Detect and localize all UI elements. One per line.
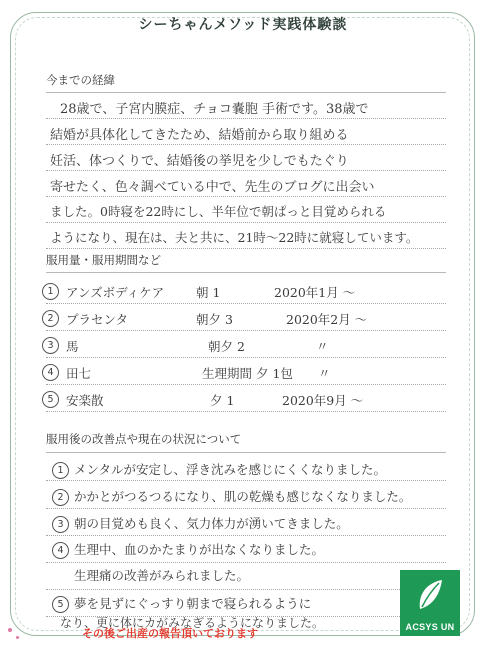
row-number: 1	[42, 283, 59, 300]
section-divider	[46, 452, 446, 453]
row-number: 5	[42, 391, 59, 408]
supplement-name: 安楽散	[66, 393, 104, 408]
dosage-heading: 服用量・服用期間など	[46, 253, 161, 267]
section-divider	[46, 92, 446, 93]
item-number: 3	[52, 516, 69, 533]
ruled-line	[46, 357, 446, 358]
supplement-name: プラセンタ	[66, 312, 129, 327]
decoration-dot	[16, 636, 19, 639]
supplement-period: 2020年9月 〜	[282, 393, 364, 408]
history-line: 結婚が具体化してきたため、結婚前から取り組める	[50, 128, 349, 143]
section-divider	[46, 272, 446, 273]
item-number: 4	[52, 542, 69, 559]
supplement-name: 馬	[66, 339, 79, 354]
item-number: 5	[52, 596, 69, 613]
logo-text: ACSYS UN	[405, 622, 455, 632]
improvement-line: 生理中、血のかたまりが出なくなりました。	[74, 542, 325, 557]
decoration-dot	[8, 628, 12, 632]
supplement-period: 〃	[316, 339, 329, 354]
ruled-line	[46, 144, 446, 145]
ruled-line	[46, 196, 446, 197]
history-line: 妊活、体つくりで、結婚後の挙児を少しでもたぐり	[50, 154, 349, 169]
supplement-period: 2020年2月 〜	[286, 312, 368, 327]
item-number: 1	[52, 462, 69, 479]
ruled-line	[46, 384, 446, 385]
improvement-line: かかとがつるつるになり、肌の乾燥も感じなくなりました。	[74, 489, 412, 504]
document-title: シーちゃんメソッド実践体験談	[138, 17, 348, 33]
supplement-period: 〃	[318, 366, 331, 381]
row-number: 2	[42, 310, 59, 327]
supplement-amount: 生理期間 夕 1包	[202, 366, 293, 381]
supplement-amount: 朝夕 2	[208, 339, 245, 354]
improvements-heading: 服用後の改善点や現在の状況について	[46, 432, 242, 446]
leaf-icon	[414, 577, 446, 613]
brand-logo	[400, 570, 460, 636]
supplement-name: アンズボディケア	[66, 285, 165, 300]
supplement-amount: 夕 1	[210, 393, 235, 408]
ruled-line	[46, 508, 446, 509]
improvement-line: なり、更に体にカがみなぎるようになりました。	[60, 616, 325, 630]
ruled-line	[46, 170, 446, 171]
supplement-name: 田七	[66, 366, 92, 381]
ruled-line	[46, 589, 446, 590]
ruled-line	[46, 248, 446, 249]
ruled-line	[46, 535, 446, 536]
birth-report-note: その後ご出産の報告頂いております	[82, 627, 258, 640]
ruled-line	[46, 330, 446, 331]
row-number: 3	[42, 337, 59, 354]
ruled-line	[46, 222, 446, 223]
history-heading: 今までの経緯	[46, 73, 115, 87]
improvement-line: 夢を見ずにぐっすり朝まで寝られるように	[74, 596, 312, 611]
improvement-line: 生理痛の改善がみられました。	[74, 568, 250, 583]
ruled-line	[46, 411, 446, 412]
history-line: 28歳で、子宮内膜症、チョコ嚢胞 手術です。38歳で	[60, 102, 369, 117]
ruled-line	[46, 303, 446, 304]
ruled-line	[46, 562, 446, 563]
ruled-line	[46, 118, 446, 119]
item-number: 2	[52, 489, 69, 506]
history-line: ようになり、現在は、夫と共に、21時〜22時に就寝しています。	[50, 230, 419, 245]
history-line: ました。0時寝を22時にし、半年位で朝ぱっと目覚められる	[50, 204, 387, 219]
improvement-line: 朝の目覚めも良く、気力体力が湧いてきました。	[74, 516, 349, 531]
row-number: 4	[42, 364, 59, 381]
history-line: 寄せたく、色々調べている中で、先生のブログに出会い	[50, 180, 375, 195]
supplement-period: 2020年1月 〜	[274, 285, 356, 300]
supplement-amount: 朝 1	[196, 285, 221, 300]
supplement-amount: 朝夕 3	[196, 312, 233, 327]
ruled-line	[46, 480, 446, 481]
improvement-line: メンタルが安定し、浮き沈みを感じにくくなりました。	[74, 462, 387, 477]
